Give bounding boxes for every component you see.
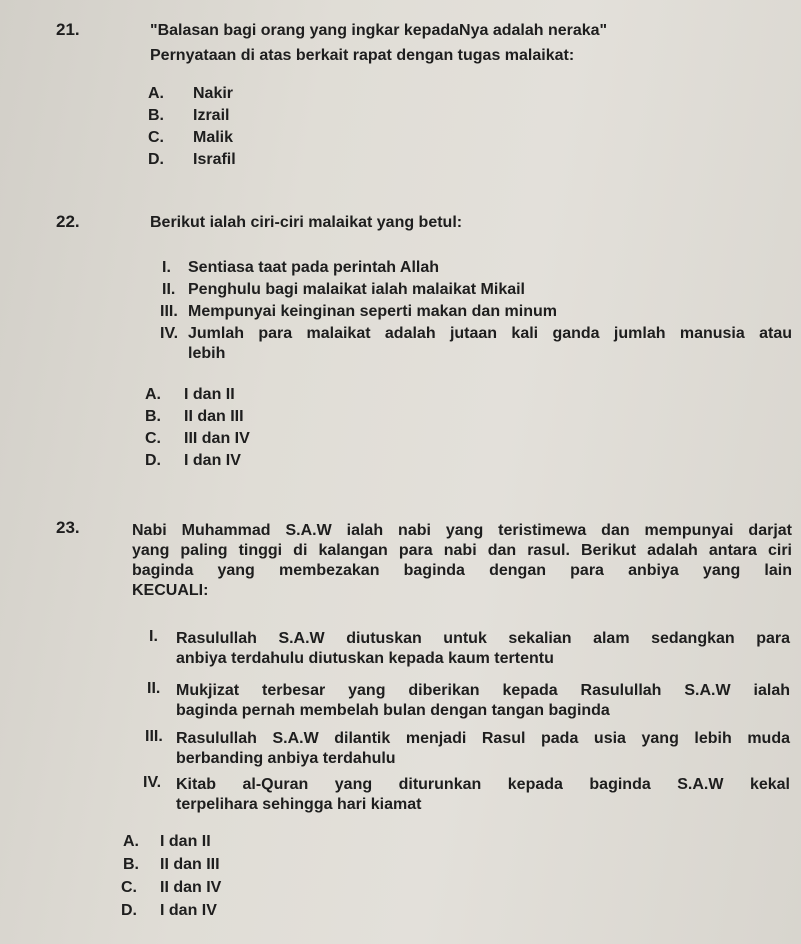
option-text: II dan IV (160, 879, 222, 896)
question-stem-line: Berikut ialah ciri-ciri malaikat yang betul: (150, 214, 463, 231)
statement-text: Rasulullah S.A.W diutuskan untuk sekalian alam sedangkan para (176, 630, 790, 647)
question-stem-line: yang paling tinggi di kalangan para nabi dan rasul. Berikut adalah antara ciri (132, 542, 792, 559)
statement-text: Mukjizat terbesar yang diberikan kepada Rasulullah S.A.W ialah (176, 682, 790, 699)
question-stem-line: Nabi Muhammad S.A.W ialah nabi yang teristimewa dan mempunyai darjat (132, 522, 792, 539)
statement-text: anbiya terdahulu diutuskan kepada kaum tertentu (176, 650, 554, 667)
option-letter: D. (121, 902, 137, 919)
statement-text: baginda pernah membelah bulan dengan tangan baginda (176, 702, 610, 719)
question-stem-line: KECUALI: (132, 582, 209, 599)
question-number: 23. (56, 518, 80, 537)
option-text: I dan II (160, 833, 211, 850)
option-letter: A. (123, 833, 139, 850)
option-letter: B. (145, 408, 161, 425)
statement-text: Kitab al-Quran yang diturunkan kepada baginda S.A.W kekal (176, 776, 790, 793)
statement-roman: I. (149, 628, 158, 645)
statement-text: Penghulu bagi malaikat ialah malaikat Mikail (188, 281, 525, 298)
option-letter: C. (121, 879, 137, 896)
statement-text: Jumlah para malaikat adalah jutaan kali ganda jumlah manusia atau (188, 325, 792, 342)
option-letter: A. (148, 85, 164, 102)
option-text: I dan II (184, 386, 235, 403)
statement-roman: III. (145, 728, 163, 745)
question-stem-line: baginda yang membezakan baginda dengan para anbiya yang lain (132, 562, 792, 579)
option-text: I dan IV (184, 452, 241, 469)
question-number: 21. (56, 20, 80, 39)
statement-roman: IV. (160, 325, 179, 342)
statement-roman: II. (147, 680, 161, 697)
statement-text: Sentiasa taat pada perintah Allah (188, 259, 440, 276)
option-letter: D. (148, 151, 164, 168)
option-text: II dan III (160, 856, 220, 873)
option-letter: A. (145, 386, 161, 403)
statement-roman: IV. (143, 774, 162, 791)
option-text: Israfil (193, 151, 236, 168)
statement-roman: I. (162, 259, 171, 276)
option-letter: B. (148, 107, 164, 124)
statement-text: Rasulullah S.A.W dilantik menjadi Rasul pada usia yang lebih muda (176, 730, 790, 747)
option-letter: C. (148, 129, 164, 146)
question-stem-line: "Balasan bagi orang yang ingkar kepadaNya adalah neraka" (150, 22, 608, 39)
statement-text: berbanding anbiya terdahulu (176, 750, 396, 767)
option-letter: D. (145, 452, 161, 469)
option-letter: B. (123, 856, 139, 873)
question-number: 22. (56, 212, 80, 231)
statement-roman: III. (160, 303, 178, 320)
question-stem-line: Pernyataan di atas berkait rapat dengan tugas malaikat: (150, 47, 575, 64)
statement-text: terpelihara sehingga hari kiamat (176, 796, 422, 813)
option-text: I dan IV (160, 902, 217, 919)
option-text: II dan III (184, 408, 244, 425)
statement-text: lebih (188, 345, 226, 362)
option-letter: C. (145, 430, 161, 447)
option-text: Nakir (193, 85, 234, 102)
option-text: Malik (193, 129, 234, 146)
statement-roman: II. (162, 281, 176, 298)
option-text: Izrail (193, 107, 230, 124)
option-text: III dan IV (184, 430, 250, 447)
statement-text: Mempunyai keinginan seperti makan dan minum (188, 303, 557, 320)
